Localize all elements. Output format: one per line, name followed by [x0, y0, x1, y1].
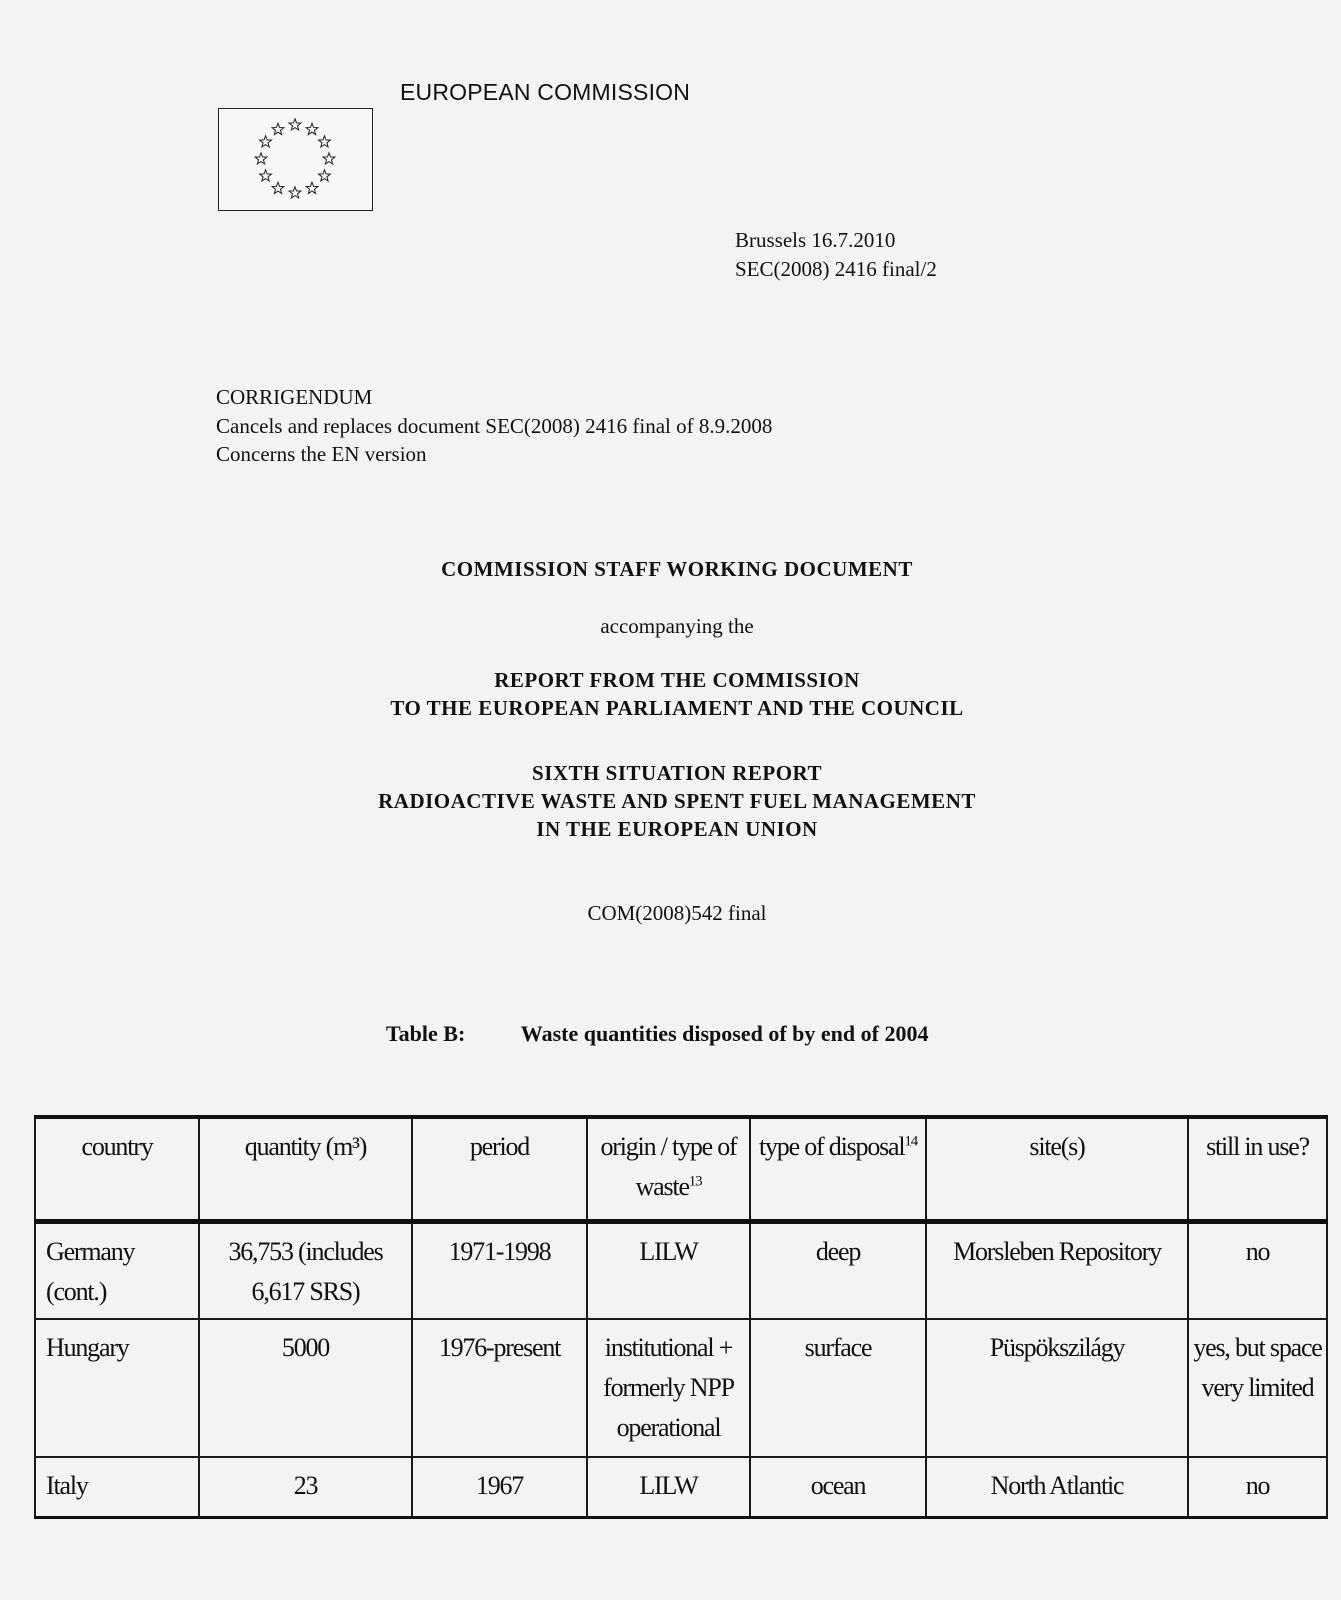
star-icon [323, 153, 335, 164]
cell-site: Morsleben Repository [926, 1222, 1188, 1320]
star-icon [260, 170, 272, 181]
table-header-row [35, 1117, 1327, 1222]
star-icon [255, 153, 267, 164]
star-icon [319, 136, 331, 147]
subject-line3: IN THE EUROPEAN UNION [536, 817, 818, 841]
cell-in-use: no [1188, 1457, 1327, 1518]
header-disposal [750, 1117, 926, 1222]
cell-in-use: yes, but space very limited [1188, 1319, 1327, 1457]
waste-quantities-table [34, 1115, 1328, 1519]
star-icon [306, 123, 318, 134]
header-origin-label: origin / type of waste [600, 1132, 737, 1201]
cell-period: 1971-1998 [412, 1222, 587, 1320]
document-reference: SEC(2008) 2416 final/2 [735, 256, 937, 281]
cell-country: Italy [35, 1457, 199, 1518]
cell-site: North Atlantic [926, 1457, 1188, 1518]
date-line: Brussels 16.7.2010 [735, 228, 896, 252]
footnote-14: 14 [904, 1133, 918, 1150]
subject-line2: RADIOACTIVE WASTE AND SPENT FUEL MANAGEMENT [378, 789, 976, 813]
table-row [35, 1222, 1327, 1320]
report-title-line1: REPORT FROM THE COMMISSION [494, 668, 860, 692]
subject-line1: SIXTH SITUATION REPORT [532, 761, 822, 785]
cell-period: 1967 [412, 1457, 587, 1518]
table-caption [386, 1021, 928, 1047]
corrigendum-block [216, 383, 772, 469]
table-caption-text: Waste quantities disposed of by end of 2004 [520, 1021, 929, 1046]
report-title-line2: TO THE EUROPEAN PARLIAMENT AND THE COUNCIL [390, 696, 964, 720]
cell-in-use: no [1188, 1222, 1327, 1320]
com-reference: COM(2008)542 final [587, 901, 767, 925]
cell-period: 1976-present [412, 1319, 587, 1457]
header-period: period [412, 1117, 587, 1222]
star-icon [272, 182, 284, 193]
eu-flag-logo [218, 108, 373, 211]
star-icon [260, 136, 272, 147]
table-row [35, 1319, 1327, 1457]
cell-quantity: 36,753 (includes 6,617 SRS) [199, 1222, 412, 1320]
star-icon [319, 170, 331, 181]
accompanying-text: accompanying the [600, 614, 754, 638]
agency-name: EUROPEAN COMMISSION [400, 79, 691, 105]
cell-disposal: surface [750, 1319, 926, 1457]
cell-quantity: 5000 [199, 1319, 412, 1457]
star-icon [289, 119, 301, 130]
header-country: country [35, 1117, 199, 1222]
footnote-13: 13 [688, 1173, 702, 1190]
star-icon [289, 187, 301, 198]
header-in-use: still in use? [1188, 1117, 1327, 1222]
date-reference-block [735, 226, 937, 283]
corrigendum-cancels: Cancels and replaces document SEC(2008) 2416 final of 8.9.2008 [216, 413, 773, 438]
header-sites: site(s) [926, 1117, 1188, 1222]
eu-flag-stars-icon [219, 109, 371, 209]
corrigendum-title: CORRIGENDUM [216, 385, 373, 409]
document-type: COMMISSION STAFF WORKING DOCUMENT [441, 557, 913, 581]
header-disposal-label: type of disposal [758, 1132, 905, 1161]
cell-origin: institutional + formerly NPP operational [587, 1319, 750, 1457]
cell-quantity: 23 [199, 1457, 412, 1518]
cell-disposal: ocean [750, 1457, 926, 1518]
star-icon [306, 182, 318, 193]
cell-country: Germany (cont.) [35, 1222, 199, 1320]
table-label: Table B: [386, 1021, 466, 1046]
cell-country: Hungary [35, 1319, 199, 1457]
header-origin [587, 1117, 750, 1222]
header-quantity: quantity (m³) [199, 1117, 412, 1222]
cell-origin: LILW [587, 1222, 750, 1320]
cell-site: Püspökszilágy [926, 1319, 1188, 1457]
corrigendum-concerns: Concerns the EN version [216, 442, 427, 466]
table-row [35, 1457, 1327, 1518]
cell-disposal: deep [750, 1222, 926, 1320]
star-icon [272, 123, 284, 134]
cell-origin: LILW [587, 1457, 750, 1518]
